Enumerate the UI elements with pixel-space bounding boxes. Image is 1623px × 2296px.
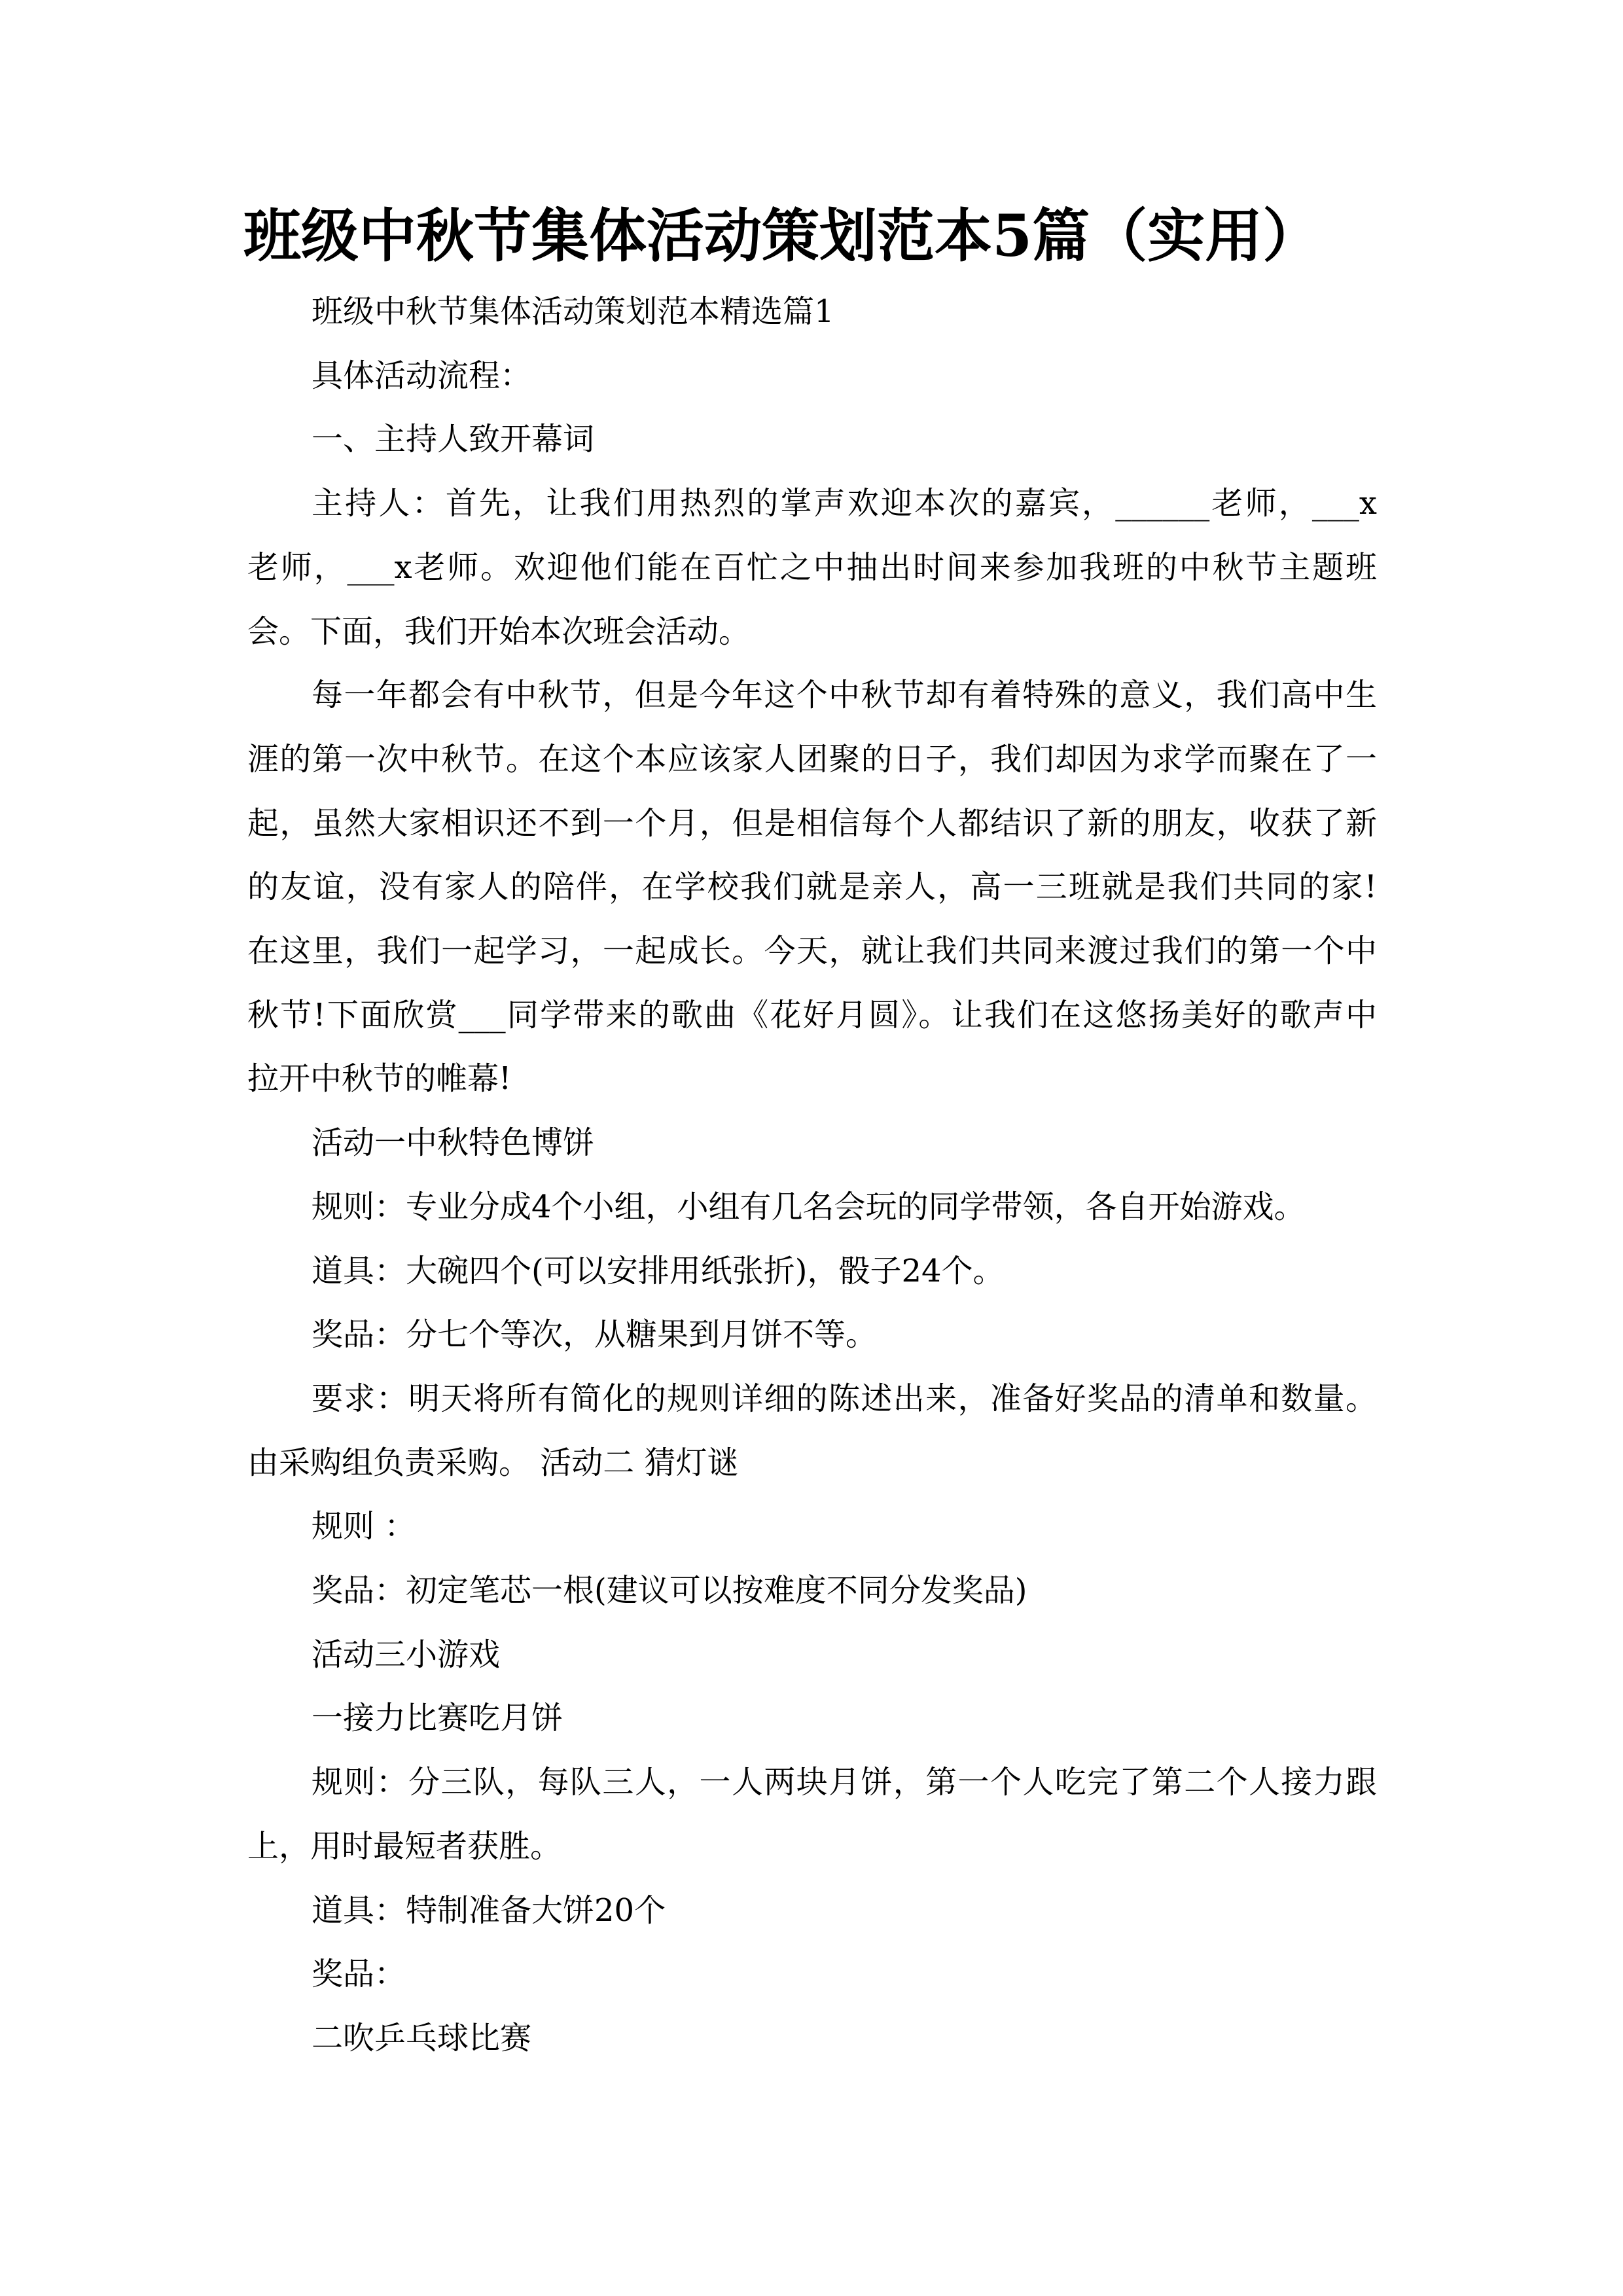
paragraph-line: 拉开中秋节的帷幕! <box>247 1060 512 1098</box>
paragraph-line: 老师，___x老师。欢迎他们能在百忙之中抽出时间来参加我班的中秋节主题班 <box>247 548 1377 586</box>
paragraph-line: 规则 ： <box>312 1508 416 1545</box>
paragraph-line: 由采购组负责采购。 活动二 猜灯谜 <box>247 1444 739 1481</box>
paragraph-line: 上，用时最短者获胜。 <box>247 1827 562 1865</box>
paragraph-line: 一、主持人致开幕词 <box>312 421 595 458</box>
paragraph-line: 要求：明天将所有简化的规则详细的陈述出来，准备好奖品的清单和数量。 <box>312 1380 1377 1417</box>
paragraph-line: 涯的第一次中秋节。在这个本应该家人团聚的日子，我们却因为求学而聚在了一 <box>247 740 1377 778</box>
paragraph-line: 规则：分三队，每队三人，一人两块月饼，第一个人吃完了第二个人接力跟 <box>312 1764 1377 1801</box>
paragraph-line: 的友谊，没有家人的陪伴，在学校我们就是亲人，高一三班就是我们共同的家! <box>247 869 1377 906</box>
paragraph-line: 奖品：分七个等次，从糖果到月饼不等。 <box>312 1316 878 1354</box>
paragraph-line: 奖品：初定笔芯一根(建议可以按难度不同分发奖品) <box>312 1572 1027 1609</box>
paragraph-line: 起，虽然大家相识还不到一个月，但是相信每个人都结识了新的朋友，收获了新 <box>247 804 1377 842</box>
paragraph-line: 主持人：首先，让我们用热烈的掌声欢迎本次的嘉宾，______老师，___x <box>312 485 1377 522</box>
paragraph-line: 秋节!下面欣赏___同学带来的歌曲《花好月圆》。让我们在这悠扬美好的歌声中 <box>247 996 1377 1033</box>
paragraph-line: 班级中秋节集体活动策划范本精选篇1 <box>312 293 834 330</box>
paragraph-line: 会。下面，我们开始本次班会活动。 <box>247 613 751 650</box>
paragraph-line: 二吹乒乓球比赛 <box>312 2019 532 2056</box>
paragraph-line: 每一年都会有中秋节，但是今年这个中秋节却有着特殊的意义，我们高中生 <box>312 677 1377 714</box>
paragraph-line: 道具：大碗四个(可以安排用纸张折)，骰子24个。 <box>312 1252 1005 1289</box>
paragraph-line: 一接力比赛吃月饼 <box>312 1700 563 1737</box>
paragraph-line: 规则：专业分成4个小组，小组有几名会玩的同学带领，各自开始游戏。 <box>312 1188 1306 1225</box>
paragraph-line: 活动一中秋特色博饼 <box>312 1124 595 1162</box>
paragraph-line: 在这里，我们一起学习，一起成长。今天，就让我们共同来渡过我们的第一个中 <box>247 933 1377 969</box>
paragraph-line: 道具：特制准备大饼20个 <box>312 1892 666 1929</box>
document-title: 班级中秋节集体活动策划范本5篇（实用） <box>243 202 1321 270</box>
paragraph-line: 活动三小游戏 <box>312 1636 501 1673</box>
paragraph-line: 具体活动流程： <box>312 357 532 394</box>
paragraph-line: 奖品： <box>312 1956 406 1993</box>
